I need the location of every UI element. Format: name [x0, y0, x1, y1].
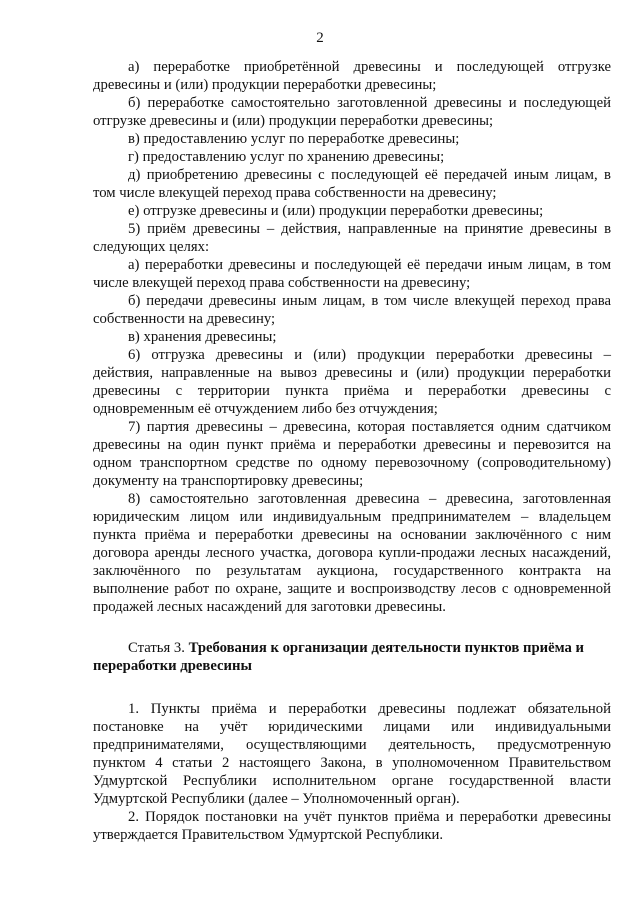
paragraph: г) предоставлению услуг по хранению древесины; — [128, 149, 445, 165]
paragraph: а) переработке приобретённой древесины и последующей отгрузке древесины и (или) продукции переработки древесины; — [93, 59, 611, 93]
document-body — [93, 58, 611, 844]
paragraph: 7) партия древесины – древесина, которая поставляется одним сдатчиком древесины на один пункт приёма и переработки древесины и перевозится на одном транспортном средстве по одному перевозочному (сопроводительному) документу на транспортировку древесины; — [93, 419, 611, 489]
paragraph: е) отгрузке древесины и (или) продукции переработки древесины; — [128, 203, 544, 219]
article-prefix: Статья 3. — [128, 640, 189, 656]
page-number: 2 — [316, 30, 324, 46]
paragraph: 5) приём древесины – действия, направленные на принятие древесины в следующих целях: — [93, 221, 611, 255]
paragraph: б) передачи древесины иным лицам, в том числе влекущей переход права собственности на древесину; — [93, 293, 611, 327]
paragraph: 6) отгрузка древесины и (или) продукции переработки древесины – действия, направленные на вывоз древесины и (или) продукции переработки древесины с территории пункта приёма и переработки древесины с одновременным её отчуждением либо без отчуждения; — [93, 347, 611, 417]
article-heading — [93, 639, 611, 675]
article-title: Требования к организации деятельности пунктов приёма и переработки древесины — [93, 640, 584, 674]
paragraph: б) переработке самостоятельно заготовленной древесины и последующей отгрузке древесины и (или) продукции переработки древесины; — [93, 95, 611, 129]
paragraph: в) предоставлению услуг по переработке древесины; — [128, 131, 460, 147]
paragraph: 2. Порядок постановки на учёт пунктов приёма и переработки древесины утверждается Правительством Удмуртской Республики. — [93, 809, 611, 843]
paragraph: в) хранения древесины; — [128, 329, 277, 345]
paragraph: 1. Пункты приёма и переработки древесины подлежат обязательной постановке на учёт юридическими лицами или индивидуальными предпринимателями, осуществляющими деятельность, предусмотренную пунктом 4 статьи 2 настоящего Закона, в уполномоченном Правительством Удмуртской Республики исполнительном органе государственной власти Удмуртской Республики (далее – Уполномоченный орган). — [93, 701, 611, 807]
paragraph: д) приобретению древесины с последующей её передачей иным лицам, в том числе влекущей переход права собственности на древесину; — [93, 167, 611, 201]
paragraph: а) переработки древесины и последующей её передачи иным лицам, в том числе влекущей переход права собственности на древесину; — [93, 257, 611, 291]
paragraph: 8) самостоятельно заготовленная древесина – древесина, заготовленная юридическим лицом или индивидуальным предпринимателем – владельцем пункта приёма и переработки древесины на основании заключённого с ним договора аренды лесного участка, договора купли-продажи лесных насаждений, заключённого по результатам аукциона, государственного контракта на выполнение работ по охране, защите и воспроизводству лесов с одновременной продажей лесных насаждений для заготовки древесины. — [93, 491, 611, 615]
